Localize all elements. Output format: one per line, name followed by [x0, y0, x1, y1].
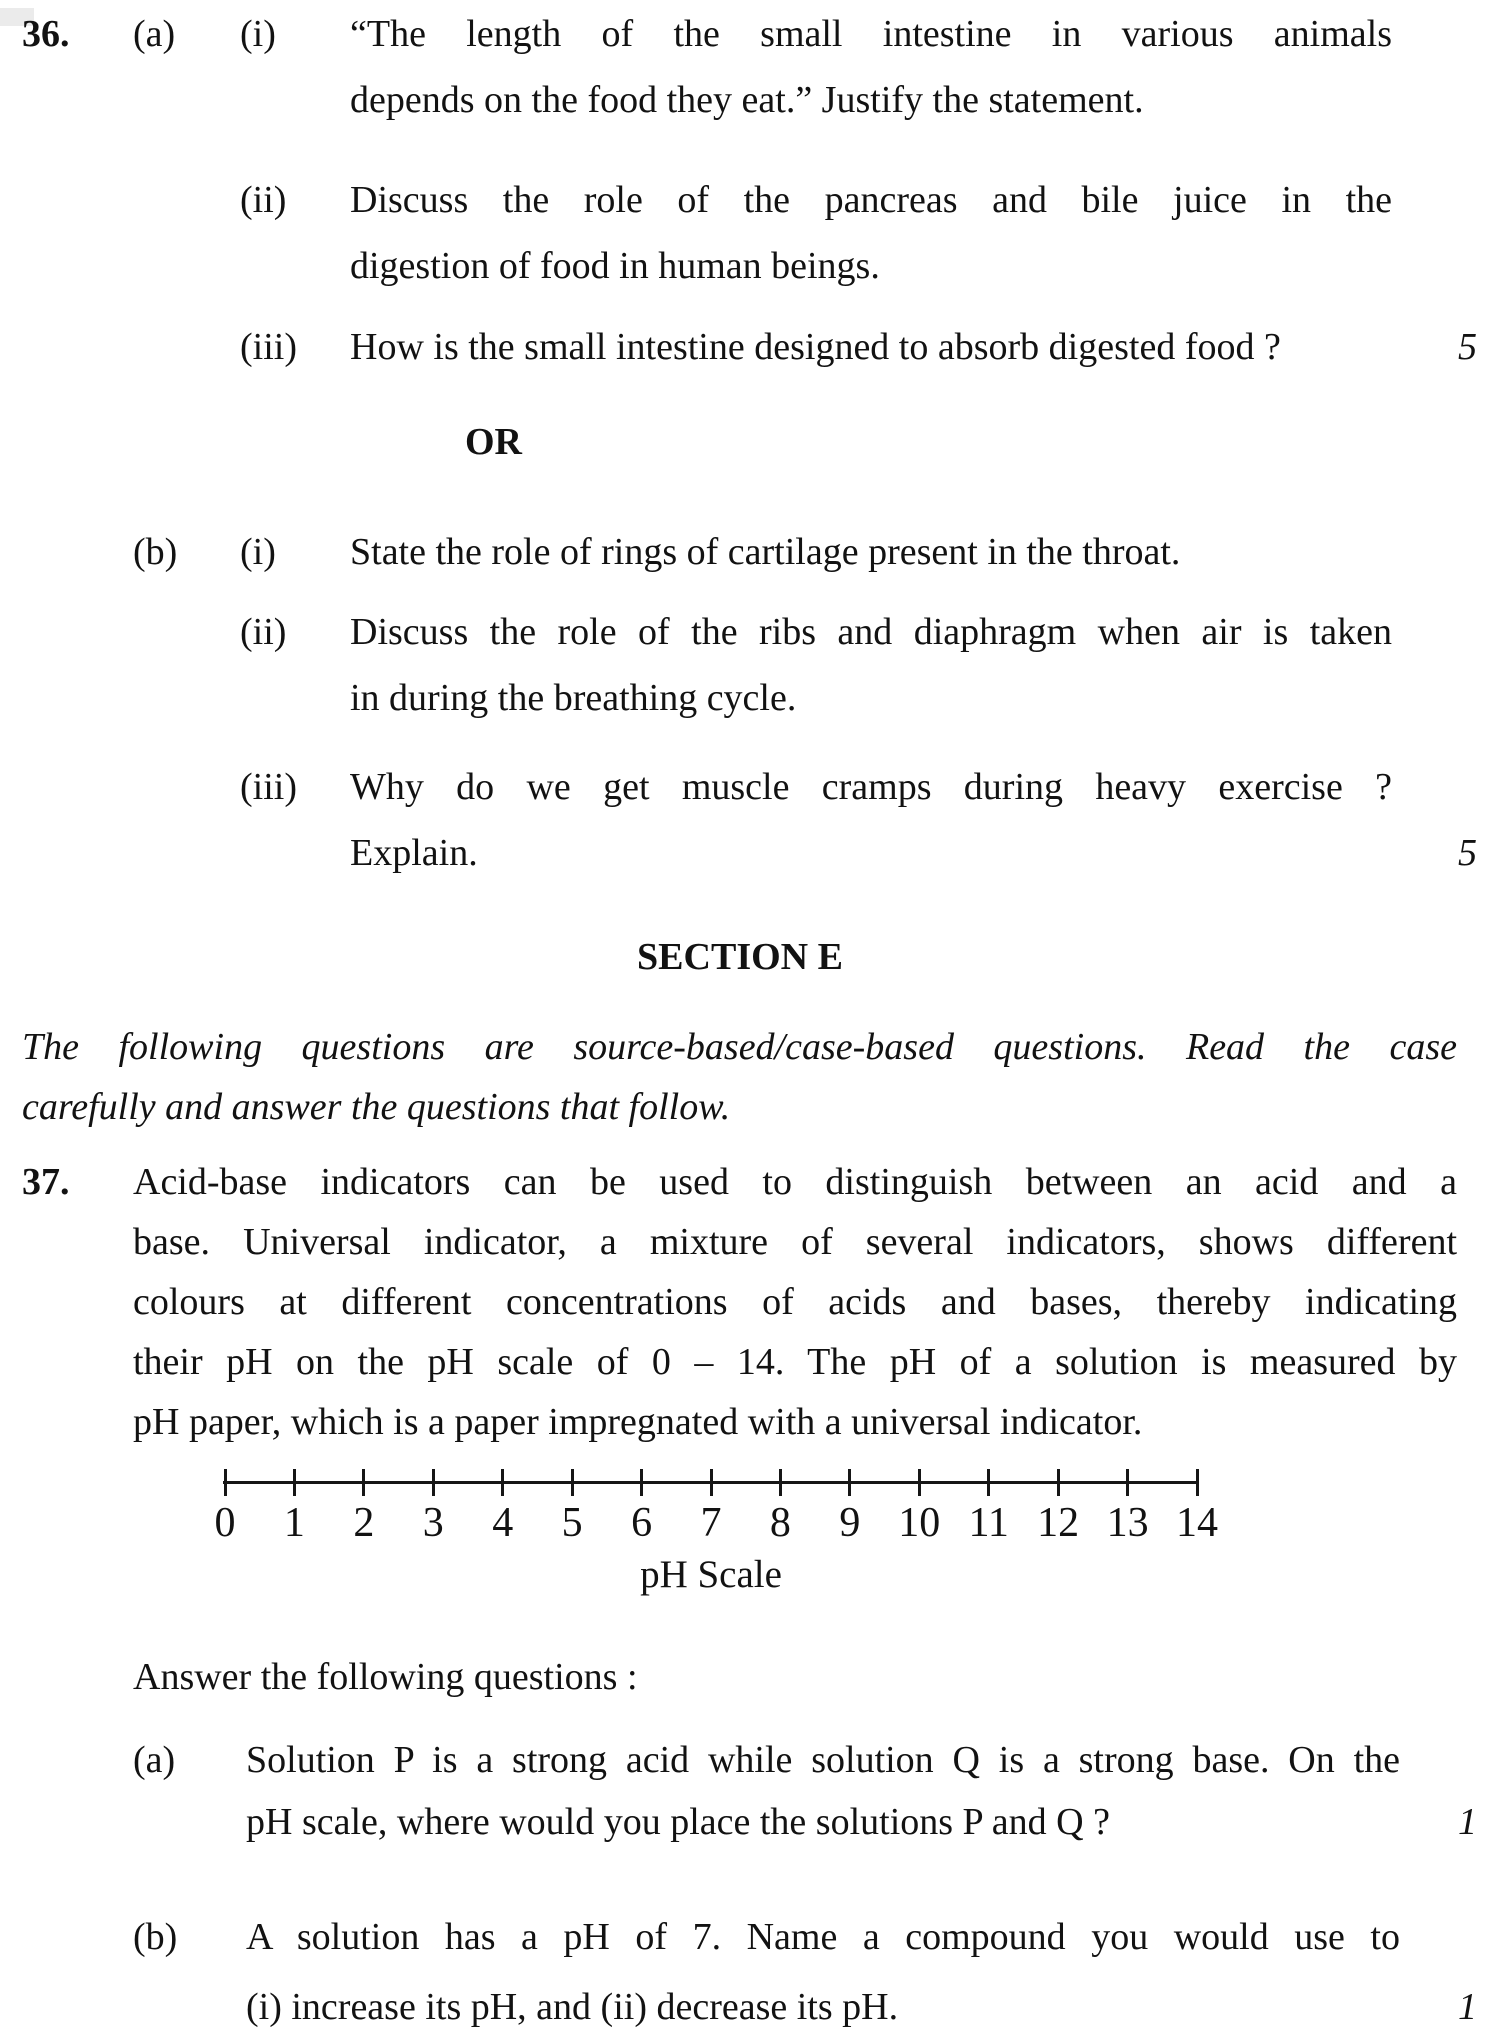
- q37-b-line2: (i) increase its pH, and (ii) decrease its pH.: [246, 1986, 899, 2028]
- section-e-intro: [22, 1017, 1457, 1137]
- q36-a-iii-line1: How is the small intestine designed to absorb digested food ?: [350, 326, 1281, 368]
- ruler-tick-label: 5: [561, 1500, 583, 1546]
- ruler-tick-label: 10: [898, 1500, 941, 1546]
- section-e-intro-line2: carefully and answer the questions that follow.: [22, 1086, 731, 1128]
- q36-b-marks: 5: [1458, 832, 1477, 874]
- q37-b-marks: 1: [1458, 1986, 1477, 2028]
- ph-ruler: [214, 1467, 1218, 1617]
- q36-b-ii-line2: in during the breathing cycle.: [350, 677, 797, 719]
- or-separator: OR: [465, 421, 522, 463]
- q36-b-iii-line2: Explain.: [350, 832, 478, 874]
- q36-a-i-text: [350, 1, 1392, 133]
- ruler-tick-label: 1: [283, 1500, 305, 1546]
- q37-a-marks: 1: [1458, 1801, 1477, 1843]
- q36-b-i-label: (i): [240, 531, 276, 573]
- q37-para-line3: colours at different concentrations of acids and bases, thereby indicating: [133, 1281, 1457, 1323]
- q37-para-line5: pH paper, which is a paper impregnated with a universal indicator.: [133, 1401, 1143, 1443]
- q37-para-line4: their pH on the pH scale of 0 – 14. The pH of a solution is measured by: [133, 1341, 1457, 1383]
- q36-a-i-line2: depends on the food they eat.” Justify the statement.: [350, 79, 1144, 121]
- ruler-tick: [1196, 1469, 1199, 1496]
- ruler-tick-label: 6: [631, 1500, 653, 1546]
- ruler-tick: [779, 1469, 782, 1496]
- ruler-tick: [571, 1469, 574, 1496]
- q36-b-i-line1: State the role of rings of cartilage present in the throat.: [350, 531, 1181, 573]
- ruler-tick-label: 14: [1176, 1500, 1218, 1546]
- ruler-tick-label: 4: [492, 1500, 514, 1546]
- ruler-tick-label: 9: [839, 1500, 861, 1546]
- q36-a-marks: 5: [1458, 326, 1477, 368]
- q36-b-iii-line1: Why do we get muscle cramps during heavy exercise ?: [350, 766, 1392, 808]
- question-37-number: 37.: [22, 1161, 70, 1203]
- ruler-tick-label: 7: [700, 1500, 722, 1546]
- q37-b-text: [246, 1902, 1400, 2034]
- q36-part-b-label: (b): [133, 531, 178, 573]
- ruler-tick: [640, 1469, 643, 1496]
- answer-heading: Answer the following questions :: [133, 1656, 638, 1698]
- ruler-tick: [987, 1469, 990, 1496]
- q36-a-iii-label: (iii): [240, 326, 297, 368]
- question-36-number: 36.: [22, 13, 70, 55]
- ruler-tick-label: 13: [1106, 1500, 1149, 1546]
- ph-ruler-caption: pH Scale: [640, 1553, 782, 1596]
- q36-b-ii-text: [350, 599, 1392, 731]
- q36-b-iii-text: [350, 754, 1392, 886]
- q37-b-label: (b): [133, 1916, 178, 1958]
- section-e-intro-line1: The following questions are source-based/case-based questions. Read the case: [22, 1026, 1457, 1068]
- ruler-tick-label: 12: [1037, 1500, 1080, 1546]
- q36-b-ii-line1: Discuss the role of the ribs and diaphragm when air is taken: [350, 611, 1392, 653]
- q37-para-line1: Acid-base indicators can be used to distinguish between an acid and a: [133, 1161, 1457, 1203]
- ruler-tick: [710, 1469, 713, 1496]
- q37-a-label: (a): [133, 1739, 176, 1781]
- ruler-tick: [848, 1469, 851, 1496]
- q37-a-line2: pH scale, where would you place the solutions P and Q ?: [246, 1801, 1110, 1843]
- q36-a-ii-line1: Discuss the role of the pancreas and bile juice in the: [350, 179, 1392, 221]
- q36-a-i-line1: “The length of the small intestine in various animals: [350, 13, 1392, 55]
- ruler-tick-label: 11: [968, 1500, 1009, 1546]
- q37-b-line1: A solution has a pH of 7. Name a compound you would use to: [246, 1916, 1400, 1958]
- q36-part-a-label: (a): [133, 13, 176, 55]
- ruler-tick: [1057, 1469, 1060, 1496]
- q36-a-ii-label: (ii): [240, 179, 287, 221]
- ruler-tick: [432, 1469, 435, 1496]
- q37-para-line2: base. Universal indicator, a mixture of several indicators, shows different: [133, 1221, 1457, 1263]
- q37-case-paragraph: [133, 1152, 1457, 1452]
- ruler-tick: [224, 1469, 227, 1496]
- ruler-tick-label: 3: [422, 1500, 444, 1546]
- ruler-tick: [293, 1469, 296, 1496]
- ruler-tick-label: 0: [214, 1500, 236, 1546]
- section-e-heading: SECTION E: [637, 936, 843, 978]
- q36-a-i-label: (i): [240, 13, 276, 55]
- ruler-tick: [1126, 1469, 1129, 1496]
- q36-a-ii-text: [350, 167, 1392, 299]
- ruler-tick-label: 2: [353, 1500, 375, 1546]
- q36-a-ii-line2: digestion of food in human beings.: [350, 245, 880, 287]
- q37-a-line1: Solution P is a strong acid while solution Q is a strong base. On the: [246, 1739, 1400, 1781]
- q36-b-ii-label: (ii): [240, 611, 287, 653]
- q37-a-text: [246, 1729, 1400, 1853]
- q36-b-iii-label: (iii): [240, 766, 297, 808]
- ruler-tick: [501, 1469, 504, 1496]
- ruler-tick: [918, 1469, 921, 1496]
- ruler-tick: [362, 1469, 365, 1496]
- ruler-tick-label: 8: [769, 1500, 791, 1546]
